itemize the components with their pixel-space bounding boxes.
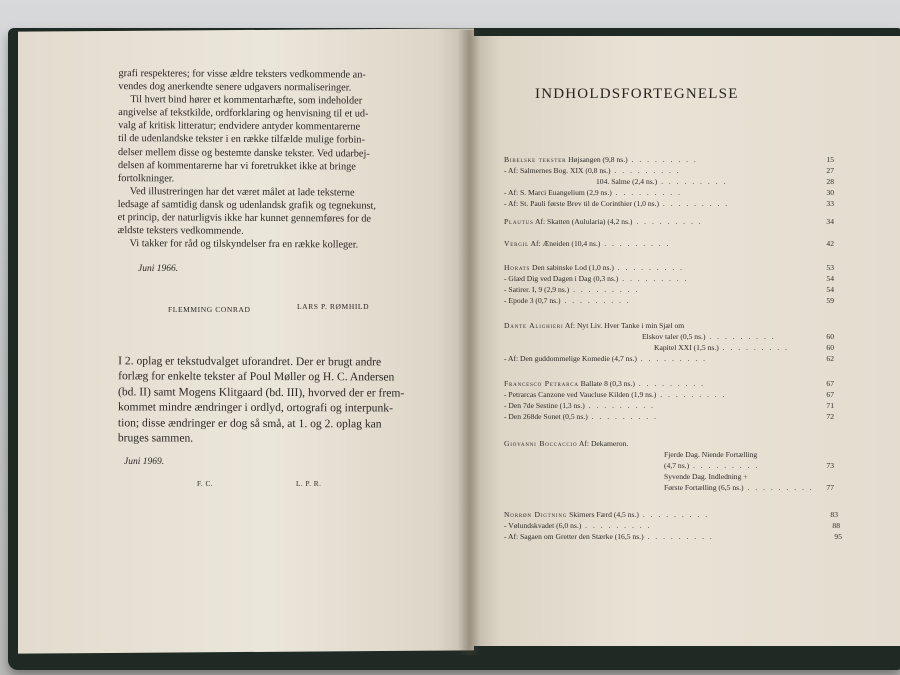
toc-leader-dots: . . . . . . . . . <box>584 400 655 410</box>
toc-entry <box>504 296 631 307</box>
toc-title: (4,7 ns.) <box>664 460 690 470</box>
toc-leader-dots: . . . . . . . . . <box>643 531 714 541</box>
preface-date: Juni 1966. <box>138 264 179 274</box>
toc-title: - Vølundskvadet (6,0 ns.) <box>504 520 582 530</box>
second-note-date: Juni 1969. <box>124 457 165 467</box>
toc-leader-dots: . . . . . . . . . <box>610 165 681 175</box>
toc-author: Horats <box>504 263 531 272</box>
text-line: Ved illustreringen har det været målet at lade teksterne <box>129 185 355 199</box>
toc-author: Plautus <box>504 217 534 226</box>
toc-page-number: 28 <box>826 176 834 186</box>
table-of-contents <box>504 155 842 555</box>
text-line: vendes dog anerkendte senere udgavers normaliseringer. <box>118 81 352 94</box>
text-line: ældste teksters vedkommende. <box>117 225 244 237</box>
toc-page-number: 88 <box>832 520 840 530</box>
toc-title: Kapitel XXI (1,5 ns.) <box>654 342 719 352</box>
text-line: valg af kritisk litteratur; endvidere antyder kommentarerne <box>118 120 361 133</box>
paragraph-4: Vi takker for råd og tilskyndelser fra en række kolleger. <box>129 238 359 251</box>
toc-leader-dots: . . . . . . . . . <box>656 389 727 399</box>
book-gutter <box>458 30 480 655</box>
toc-author: Dante Alighieri <box>504 321 564 330</box>
toc-page-number: 67 <box>826 389 834 399</box>
toc-title: Af: Æneiden (10,4 ns.) <box>530 239 601 248</box>
toc-page-number: 15 <box>826 155 834 164</box>
toc-page-number: 71 <box>826 400 834 410</box>
toc-title: - Af: Den guddommelige Komedie (4,7 ns.) <box>504 353 637 363</box>
toc-title: - Epode 3 (0,7 ns.) <box>504 295 561 305</box>
toc-entry <box>504 239 670 250</box>
toc-entry <box>504 532 714 543</box>
toc-title: Højsangen (9,8 ns.) <box>568 155 628 164</box>
toc-author: Francesco Petrarca <box>504 379 579 388</box>
toc-page-number: 30 <box>826 187 834 197</box>
toc-title: - Af: Salmernes Bog. XIX (0,8 ns.) <box>504 165 611 175</box>
toc-title: - Petrarcas Canzone ved Vaucluse Kilden (1,9 ns.) <box>504 389 657 399</box>
toc-page-number: 95 <box>834 531 842 541</box>
toc-entry <box>504 354 707 365</box>
toc-page-number: 33 <box>826 198 834 208</box>
toc-entry <box>664 450 757 461</box>
toc-entry <box>654 343 789 354</box>
toc-page-number: 59 <box>826 295 834 305</box>
toc-title: - Glæd Dig ved Dagen i Dag (0,3 ns.) <box>504 273 619 283</box>
toc-leader-dots: . . . . . . . . . <box>638 510 710 519</box>
toc-page-number: 60 <box>826 331 834 341</box>
toc-page-number: 42 <box>826 239 834 248</box>
toc-title: Af: Nyt Liv. Hver Tanke i min Sjæl om <box>564 321 685 330</box>
text-line: angivelse af tekstkilde, ordforklaring og henvisning til et ud- <box>118 107 369 120</box>
toc-title: Fjerde Dag. Niende Fortælling <box>664 449 758 459</box>
paragraph-3 <box>118 185 428 239</box>
toc-title: Af: Dekameron. <box>578 439 629 448</box>
toc-title: Syvende Dag. Indledning + <box>664 471 748 481</box>
toc-entry <box>664 472 748 483</box>
toc-leader-dots: . . . . . . . . . <box>718 342 789 352</box>
toc-entry <box>504 439 628 450</box>
text-line: tion; disse ændringer er dog så små, at 1. og 2. oplag kan <box>117 415 382 431</box>
toc-leader-dots: . . . . . . . . . <box>657 176 728 186</box>
toc-leader-dots: . . . . . . . . . <box>636 353 708 363</box>
toc-title: - Den 7de Sestine (1,3 ns.) <box>504 400 585 410</box>
toc-leader-dots: . . . . . . . . . <box>600 239 671 248</box>
initials-lpr: L. P. R. <box>296 480 322 488</box>
toc-page-number: 54 <box>826 284 834 294</box>
toc-leader-dots: . . . . . . . . . <box>611 187 682 197</box>
toc-page-number: 83 <box>830 510 838 519</box>
toc-leader-dots: . . . . . . . . . <box>705 331 776 341</box>
toc-page-number: 77 <box>826 482 834 492</box>
toc-title: - Af: Sagaen om Gretter den Stærke (16,5 ns.) <box>504 531 644 541</box>
text-line: ledsage af samtidig dansk og udenlandsk grafik og tegnekunst, <box>117 198 376 212</box>
initials-fc: F. C. <box>197 480 214 488</box>
toc-author: Norrøn Digtning <box>504 510 568 519</box>
toc-entry <box>504 390 727 401</box>
toc-title: - Satirer. I, 9 (2,9 ns.) <box>504 284 570 294</box>
toc-title: 104. Salme (2,4 ns.) <box>596 176 658 186</box>
toc-entry <box>504 510 709 521</box>
toc-leader-dots: . . . . . . . . . <box>632 217 703 226</box>
second-edition-note <box>118 353 444 447</box>
toc-page-number: 27 <box>826 165 834 175</box>
toc-title: - Af: St. Pauli første Brev til de Corinthier (1,0 ns.) <box>504 198 660 208</box>
toc-page-number: 67 <box>826 379 834 388</box>
toc-leader-dots: . . . . . . . . . <box>581 520 652 530</box>
toc-page-number: 60 <box>826 342 834 352</box>
toc-leader-dots: . . . . . . . . . <box>560 295 631 305</box>
toc-page-number: 62 <box>826 353 834 363</box>
paragraph-2 <box>118 93 429 187</box>
text-line: (bd. II) samt Mogens Klitgaard (bd. III), hvorved der er frem- <box>118 385 405 400</box>
text-line: til de udenlandske tekster i en række tilfælde mulige forbin- <box>118 133 365 147</box>
toc-author: Giovanni Boccaccio <box>504 439 578 448</box>
text-line: grafi respekteres; for visse ældre teksters vedkommende an- <box>118 68 366 81</box>
toc-title: - Den 268de Sonet (0,5 ns.) <box>504 411 588 421</box>
toc-entry <box>504 285 639 296</box>
toc-entry <box>642 332 776 343</box>
toc-title: - Af: S. Marci Euangelium (2,9 ns.) <box>504 187 612 197</box>
paragraph-1 <box>118 67 428 95</box>
toc-title: Ballate 8 (0,3 ns.) <box>580 379 635 388</box>
toc-entry <box>504 401 655 412</box>
signature-conrad: FLEMMING CONRAD <box>168 305 251 314</box>
toc-title: Første Fortælling (6,5 ns.) <box>664 482 744 492</box>
toc-leader-dots: . . . . . . . . . <box>618 273 689 283</box>
toc-entry <box>504 412 658 423</box>
text-line: kommet mindre ændringer i ordlyd, ortografi og interpunk- <box>117 400 393 415</box>
toc-leader-dots: . . . . . . . . . <box>587 411 658 421</box>
left-page-text <box>117 67 428 252</box>
toc-leader-dots: . . . . . . . . . <box>634 379 706 388</box>
toc-entry <box>504 321 684 332</box>
toc-leader-dots: . . . . . . . . . <box>613 263 685 272</box>
toc-entry <box>504 188 682 199</box>
toc-leader-dots: . . . . . . . . . <box>569 284 640 294</box>
toc-entry <box>664 482 814 494</box>
toc-page-number: 53 <box>826 263 834 272</box>
toc-page-number: 54 <box>826 273 834 283</box>
text-line: delser mellem disse og bestemte danske tekster. Ved udarbej- <box>118 146 370 160</box>
text-line: Til hvert bind hører et kommentarhæfte, som indeholder <box>130 94 363 107</box>
toc-entry <box>504 274 688 285</box>
toc-entry <box>504 166 681 177</box>
toc-title: Skirners Færd (4,5 ns.) <box>569 510 639 519</box>
toc-leader-dots: . . . . . . . . . <box>659 198 730 208</box>
toc-title: Af: Skatten (Aulularia) (4,2 ns.) <box>535 217 633 226</box>
toc-author: Vergil <box>504 239 530 248</box>
toc-page-number: 34 <box>826 217 834 226</box>
signature-romhild: LARS P. RØMHILD <box>297 302 370 311</box>
toc-title: Elskov taler (0,5 ns.) <box>642 331 706 341</box>
toc-entry <box>504 379 705 390</box>
toc-entry <box>664 461 759 472</box>
toc-entry <box>504 521 651 532</box>
text-line: bruges sammen. <box>117 431 194 445</box>
toc-entry <box>504 263 684 274</box>
toc-page-number: 73 <box>826 460 834 470</box>
text-line: delsen af kommentarerne har vi foretrukket ikke at bringe <box>117 159 356 173</box>
toc-entry <box>596 177 727 188</box>
text-line: forlæg for enkelte tekster af Poul Møller og H. C. Andersen <box>118 369 395 384</box>
toc-entry <box>504 155 698 166</box>
toc-leader-dots: . . . . . . . . . <box>627 155 698 164</box>
text-line: I 2. oplag er tekstudvalget uforandret. Der er brugt andre <box>118 354 382 369</box>
toc-author: Bibelske tekster <box>504 155 567 164</box>
toc-leader-dots: . . . . . . . . . <box>689 460 760 470</box>
toc-title: Den sabinske Lod (1,0 ns.) <box>532 263 614 272</box>
toc-leader-dots: . . . . . . . . . <box>743 482 814 492</box>
text-line: fortolkninger. <box>117 172 175 185</box>
toc-page-number: 72 <box>826 411 834 421</box>
text-line: et princip, der naturligvis ikke har kunnet gennemføres for de <box>117 212 372 225</box>
toc-entry <box>504 217 703 228</box>
contents-heading: INDHOLDSFORTEGNELSE <box>535 86 739 102</box>
toc-entry <box>504 199 729 210</box>
